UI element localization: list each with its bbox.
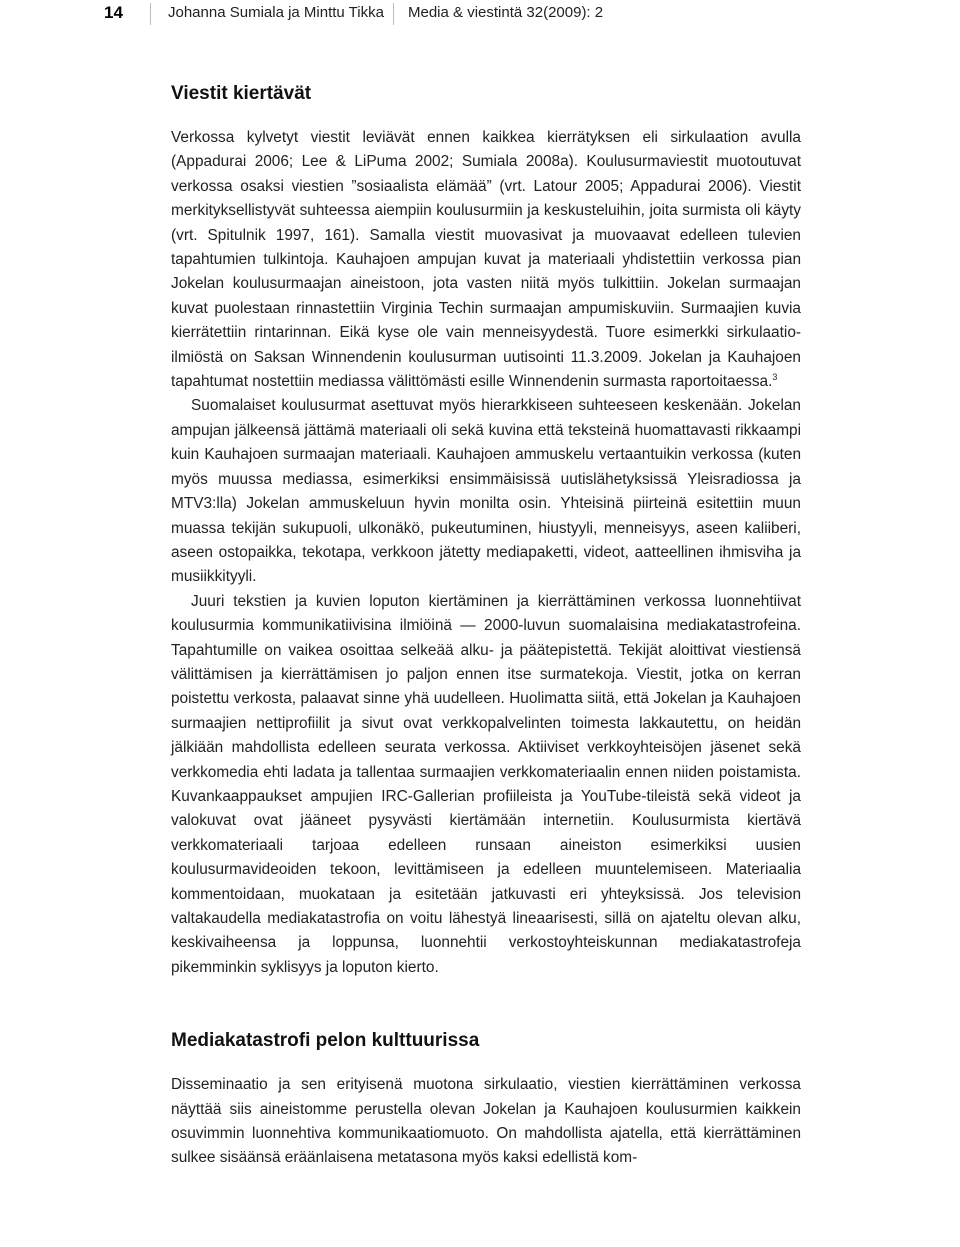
paragraph: Disseminaatio ja sen erityisenä muotona sirkulaatio, viestien kierrättäminen verkossa näyttää siis aineistomme perustella olevan Jokelan ja Kauhajoen koulusurmien kaikkein osuvimmin luonnehtiva kommunikaatiomuoto. On mahdollista ajatella, että kierrättäminen sulkee sisäänsä eräänlaisena metatasona myös kaksi edellistä kom- — [171, 1076, 801, 1167]
header-divider — [150, 3, 151, 25]
page-number: 14 — [104, 3, 123, 22]
footnote-marker: 3 — [772, 371, 778, 382]
paragraph: Suomalaiset koulusurmat asettuvat myös hierarkkiseen suhteeseen keskenään. Jokelan ampujan jälkeensä jättämä materiaali oli sekä kuvina että teksteinä huomattavasti rikkaampi kuin Kauhajoen surmaajan materiaali. Kauhajoen ammuskelu vertaantuikin verkossa (kuten myös muussa mediassa, esimerkiksi ensimmäisissä uutislähetyksissä Yleisradiossa ja MTV3:lla) Jokelan ammuskeluun hyvin monilta osin. Yhteisinä piirteinä esitettiin muun muassa tekijän sukupuoli, ulkonäkö, pukeutuminen, hiustyyli, menneisyys, aseen kaliiberi, aseen ostopaikka, tekotapa, verkkoon jätetty mediapaketti, videot, aatteellinen ihmisviha ja musiikkityyli. — [171, 397, 801, 586]
paragraph-text: Verkossa kylvetyt viestit leviävät ennen kaikkea kierrätyksen eli sirkulaation avulla (Appadurai 2006; Lee & LiPuma 2002; Sumiala 2008a). Koulusurmaviestit muotoutuvat verkossa osaksi viestien ”sosiaalista elämää” (vrt. Latour 2005; Appadurai 2006). Viestit merkityksellistyvät suhteessa aiempiin koulusurmiin ja keskusteluihin, joita surmista oli käyty (vrt. Spitulnik 1997, 161). Samalla viestit muovasivat ja muovaavat edelleen tulevien tapahtumien tulkintoja. Kauhajoen ampujan kuvat ja materiaali yhdistettiin verkossa pian Jokelan koulusurmaajan aineistoon, jota vasten niitä myös tulkittiin. Jokelan surmaajan kuvat puolestaan rinnastettiin Virginia Techin surmaajan ampumiskuviin. Surmaajien kuvia kierrätettiin rintarinnan. Eikä kyse ole vain menneisyydestä. Tuore esimerkki sirkulaatio-ilmiöstä on Saksan Winnendenin koulusurman uutisointi 11.3.2009. Jokelan ja Kauhajoen tapahtumat nostettiin mediassa välittömästi esille Winnendenin surmasta raportoitaessa. — [171, 129, 801, 391]
header-journal: Media & viestintä 32(2009): 2 — [408, 4, 604, 21]
paragraph: Juuri tekstien ja kuvien loputon kiertäminen ja kierrättäminen verkossa luonnehtiivat koulusurmia kommunikatiivisina ilmiöinä — 2000-luvun suomalaisina mediakatastrofeina. Tapahtumille on vaikea osoittaa selkeää alku- ja päätepistettä. Tekijät aloittivat viestiensä välittämisen ja kierrättämisen jo paljon ennen itse surmatekoja. Viestit, jotka on kerran poistettu verkosta, palaavat sinne yhä uudelleen. Huolimatta siitä, että Jokelan ja Kauhajoen surmaajien nettiprofiilit ja sivut ovat verkkopalvelinten toimesta lakkautettu, on heidän jälkiään mahdollista edelleen seurata verkossa. Aktiiviset verkkoyhteisöjen jäsenet sekä verkkomedia ehti ladata ja tallentaa surmaajien verkkomateriaalin ennen niiden poistamista. Kuvankaappaukset ampujien IRC-Gallerian profiileista ja YouTube-tileistä sekä videot ja valokuvat ovat jääneet pysyvästi kiertämään internetiin. Koulusurmista kiertävä verkkomateriaali tarjoaa edelleen runsaan aineiston esimerkiksi uusien koulusurmavideoiden tekoon, levittämiseen ja edelleen muuntelemiseen. Materiaalia kommentoidaan, muokataan ja esitetään jatkuvasti eri yhteyksissä. Jos television valtakaudella mediakatastrofia on voitu lähestyä lineaarisesti, sillä on ajateltu olevan alku, keskivaiheensa ja loppunsa, luonnehtii verkostoyhteiskunnan mediakatastrofeja pikemminkin syklisyys ja loputon kierto. — [171, 592, 801, 976]
running-header — [0, 0, 960, 26]
section-heading: Viestit kiertävät — [171, 83, 312, 104]
paragraph — [171, 126, 801, 394]
header-divider — [393, 3, 394, 25]
section-heading: Mediakatastrofi pelon kulttuurissa — [171, 1030, 480, 1052]
header-authors: Johanna Sumiala ja Minttu Tikka — [168, 4, 384, 21]
article-body — [171, 81, 801, 1171]
